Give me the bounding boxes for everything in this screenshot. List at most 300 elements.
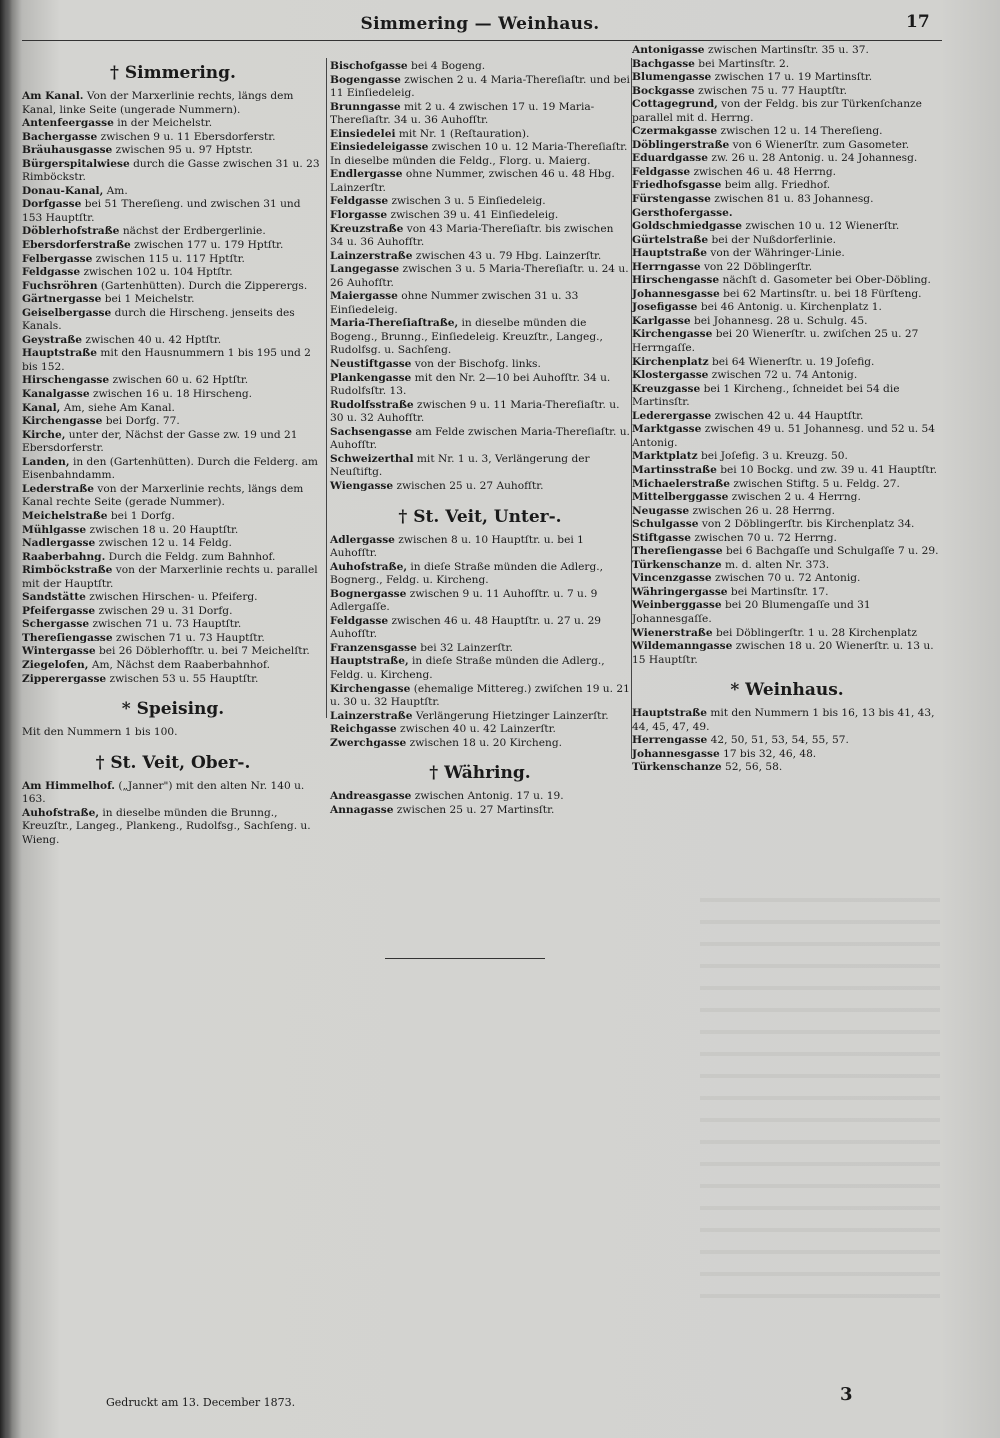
street-entry — [632, 734, 942, 748]
street-name: Kirchengasse — [330, 682, 411, 695]
street-location: bei Dorfg. 77. — [105, 415, 180, 428]
street-name: Feldgasse — [330, 614, 389, 627]
street-name: Goldschmiedgasse — [632, 220, 742, 233]
street-location: bei 10 Bockg. und zw. 39 u. 41 Hauptſtr. — [720, 463, 937, 476]
street-name: Am Kanal. — [22, 90, 84, 102]
street-name: Hirschengasse — [632, 274, 720, 287]
street-entry — [632, 139, 942, 153]
street-entry — [632, 491, 942, 505]
street-name: Gürtelstraße — [632, 233, 709, 246]
street-entry — [22, 225, 324, 239]
street-location: zwischen 72 u. 74 Antonig. — [711, 369, 858, 382]
street-name: Zwerchgasse — [330, 736, 407, 749]
street-location: durch die Gasse zwischen 31 u. 23 Rimböckstr. — [22, 157, 320, 184]
street-name: Nadlergasse — [22, 537, 96, 550]
street-name: Lainzerstraße — [330, 709, 413, 722]
street-entry — [632, 748, 942, 762]
street-entry — [632, 559, 942, 573]
street-name: Friedhofsgasse — [632, 179, 722, 192]
street-location: zwischen 10 u. 12 Maria-Thereſiaſtr. In dieselbe münden die Feldg., Florg. u. Maierg. — [330, 141, 628, 167]
street-location: zwischen 18 u. 20 Kircheng. — [409, 736, 562, 749]
running-head: Simmering — Weinhaus. — [360, 14, 600, 34]
street-name: Lederstraße — [22, 482, 95, 495]
street-location: bei 1 Dorfg. — [110, 509, 175, 522]
street-location: zwischen 70 u. 72 Herrng. — [694, 531, 837, 544]
street-entry — [632, 532, 942, 546]
street-location: Verlängerung Hietzinger Lainzerſtr. — [415, 709, 609, 722]
section-title: † Währing. — [429, 763, 531, 784]
street-name: Reichgasse — [330, 723, 397, 736]
street-location: Am. — [106, 184, 128, 197]
street-location: bei 4 Bogeng. — [411, 60, 486, 72]
street-entry — [22, 334, 324, 348]
street-location: zwischen 25 u. 27 Auhofſtr. — [396, 479, 544, 492]
street-entry — [22, 90, 324, 117]
street-name: Kirche, — [22, 428, 66, 441]
street-entry — [330, 683, 630, 710]
column-rule-1 — [326, 58, 327, 718]
street-location: von der Feldg. bis zur Türkenſchanze parallel mit d. Herrng. — [632, 98, 922, 124]
street-location: beim allg. Friedhof. — [724, 179, 831, 192]
street-name: Hauptstraße, — [330, 655, 409, 668]
street-location: bei Martinsſtr. 17. — [730, 585, 829, 598]
street-name: Herrngasse — [632, 260, 701, 273]
street-entry — [632, 478, 942, 492]
street-location: (ehemalige Mittereg.) zwiſchen 19 u. 21 u. 30 u. 32 Hauptſtr. — [330, 682, 630, 709]
street-name: Türkenschanze — [632, 761, 722, 774]
street-location: in den (Gartenhütten). Durch die Felderg. am Eisenbahndamm. — [22, 455, 318, 482]
street-location: zwischen 81 u. 83 Johannesg. — [714, 193, 874, 206]
street-location: zwischen 40 u. 42 Lainzerſtr. — [400, 723, 556, 736]
street-location: bei 20 Wienerſtr. u. zwiſchen 25 u. 27 Herrngaſſe. — [632, 328, 919, 355]
bleed-through — [700, 880, 940, 1300]
street-location: Von der Marxerlinie rechts, längs dem Kanal, linke Seite (ungerade Nummern). — [22, 90, 294, 116]
signature-mark: 3 — [840, 1384, 853, 1405]
street-name: Franzensgasse — [330, 641, 417, 654]
street-name: Blumengasse — [632, 71, 712, 84]
street-entry — [22, 429, 324, 456]
street-entry — [22, 456, 324, 483]
street-name: Maria-Thereſiaſtraße, — [330, 317, 459, 330]
street-entry — [22, 239, 324, 253]
street-entry — [22, 117, 324, 131]
street-name: Czermakgasse — [632, 125, 718, 138]
end-rule — [385, 958, 545, 959]
street-name: Adlergasse — [330, 533, 395, 546]
street-location: zwischen 9 u. 11 Auhofſtr. u. 7 u. 9 Adlergaſſe. — [330, 587, 598, 614]
street-location: bei Döblingerſtr. 1 u. 28 Kirchenplatz — [715, 626, 918, 639]
street-location: zwischen 12 u. 14 Thereſieng. — [720, 125, 883, 138]
street-entry — [330, 209, 630, 223]
street-name: Hauptstraße — [632, 247, 707, 260]
street-location: mit Nr. 1 u. 3, Verlängerung der Neuſtiftg. — [330, 452, 590, 479]
street-location: zwischen 25 u. 27 Martinsſtr. — [396, 803, 555, 816]
street-entry — [22, 307, 324, 334]
street-name: Hauptstraße — [22, 347, 97, 360]
street-entry — [22, 280, 324, 294]
street-location: zwischen 46 u. 48 Hauptſtr. u. 27 u. 29 Auhofſtr. — [330, 614, 602, 641]
street-name: Thereſiengasse — [632, 545, 723, 558]
street-entry — [632, 450, 942, 464]
street-location: unter der, Nächst der Gasse zw. 19 und 21 Ebersdorferstr. — [22, 428, 298, 455]
street-location: zwischen 16 u. 18 Hirscheng. — [92, 388, 253, 401]
street-name: Maiergasse — [330, 290, 398, 303]
street-name: Ebersdorferstraße — [22, 239, 131, 252]
street-entry — [632, 44, 942, 58]
street-location: in dieselbe münden die Bogeng., Brunng., Einſiedeleig. Kreuzſtr., Langeg., Rudolfsg. u. Sachſeng. — [330, 317, 603, 357]
street-entry — [330, 453, 630, 480]
street-name: Thereſiengasse — [22, 631, 113, 644]
street-entry — [330, 642, 630, 656]
street-location: zwischen 3 u. 5 Maria-Thereſiaſtr. u. 24 u. 26 Auhofſtr. — [330, 263, 629, 289]
street-location: 17 bis 32, 46, 48. — [723, 747, 817, 760]
street-entry — [632, 261, 942, 275]
street-entry — [22, 374, 324, 388]
street-name: Martinsstraße — [632, 463, 717, 476]
street-entry — [632, 220, 942, 234]
street-location: zwischen 8 u. 10 Hauptſtr. u. bei 1 Auhofſtr. — [330, 533, 584, 560]
street-entry — [632, 85, 942, 99]
street-name: Zipperergasse — [22, 672, 107, 685]
street-location: in dieſe Straße münden die Adlerg., Feldg. u. Kircheng. — [330, 655, 605, 681]
street-name: Florgasse — [330, 209, 388, 222]
street-entry — [22, 158, 324, 185]
street-location: mit den Nummern 1 bis 16, 13 bis 41, 43, 44, 45, 47, 49. — [632, 707, 935, 733]
street-name: Meichelstraße — [22, 509, 108, 522]
street-name: Neugasse — [632, 504, 690, 517]
street-name: Eduardgasse — [632, 152, 708, 165]
street-entry — [330, 250, 630, 264]
street-entry — [632, 193, 942, 207]
street-entry — [632, 586, 942, 600]
street-name: Türkenschanze — [632, 558, 722, 571]
street-location: zwischen 49 u. 51 Johannesg. und 52 u. 54 Antonig. — [632, 423, 935, 449]
street-name: Auhofstraße, — [330, 560, 408, 573]
street-location: bei 6 Bachgaſſe und Schulgaſſe 7 u. 29. — [726, 545, 939, 558]
street-location: Am, Nächst dem Raaberbahnhof. — [91, 658, 270, 671]
street-location: zwischen Stiftg. 5 u. Feldg. 27. — [733, 477, 900, 490]
street-entry — [22, 564, 324, 591]
street-location: zwischen 12 u. 14 Feldg. — [98, 537, 232, 550]
street-name: Mittelberggasse — [632, 491, 729, 504]
street-name: Johannesgasse — [632, 287, 720, 300]
street-location: durch die Hirscheng. jenseits des Kanals. — [22, 306, 295, 333]
street-entry — [632, 166, 942, 180]
street-name: Josefigasse — [632, 301, 698, 314]
street-name: Hauptstraße — [632, 707, 707, 720]
section-title: † Simmering. — [110, 63, 236, 83]
street-name: Einsiedelei — [330, 127, 396, 140]
street-entry — [632, 315, 942, 329]
street-name: Wienerstraße — [632, 626, 713, 639]
street-location: Durch die Feldg. zum Bahnhof. — [108, 550, 276, 563]
street-entry — [22, 293, 324, 307]
street-name: Landen, — [22, 455, 70, 468]
street-entry — [632, 410, 942, 424]
street-entry — [632, 152, 942, 166]
section-gap — [330, 494, 630, 502]
street-location: bei 32 Lainzerſtr. — [420, 641, 513, 654]
street-name: Lainzerstraße — [330, 249, 413, 262]
section-title: † St. Veit, Ober-. — [95, 752, 251, 773]
street-name: Antonigasse — [632, 44, 705, 56]
street-entry — [22, 388, 324, 402]
street-entry — [22, 524, 324, 538]
street-name: Bischofgasse — [330, 60, 408, 72]
street-location: Am, siehe Am Kanal. — [63, 401, 175, 414]
street-name: Einsiedeleigasse — [330, 141, 429, 154]
street-name: Gersthofergasse. — [632, 206, 733, 219]
street-location: zwischen Martinsſtr. 35 u. 37. — [707, 44, 869, 56]
street-location: zw. 26 u. 28 Antonig. u. 24 Johannesg. — [711, 152, 918, 165]
street-location: bei 62 Martinsſtr. u. bei 18 Fürſteng. — [723, 287, 922, 300]
street-name: Langegasse — [330, 263, 400, 276]
street-entry — [632, 207, 942, 221]
street-entry — [330, 128, 630, 142]
street-location: zwischen 71 u. 73 Hauptſtr. — [92, 618, 242, 631]
street-name: Mühlgasse — [22, 523, 87, 536]
street-entry — [330, 588, 630, 615]
street-location: zwischen 102 u. 104 Hptſtr. — [83, 266, 233, 279]
street-name: Dorfgasse — [22, 198, 82, 211]
street-entry — [330, 399, 630, 426]
street-location: nächst der Erdbergerlinie. — [122, 225, 266, 238]
street-entry — [330, 60, 630, 74]
street-name: Hirschengasse — [22, 374, 110, 387]
street-name: Felbergasse — [22, 252, 93, 265]
street-name: Bockgasse — [632, 84, 695, 97]
street-location: bei Martinsſtr. 2. — [698, 57, 790, 70]
section-title: * Weinhaus. — [730, 680, 844, 701]
section-gap — [330, 750, 630, 758]
street-entry — [22, 253, 324, 267]
street-location: von 2 Döblingerſtr. bis Kirchenplatz 34. — [701, 518, 915, 531]
street-name: Plankengasse — [330, 371, 412, 384]
street-name: Feldgasse — [22, 266, 81, 279]
street-location: von 6 Wienerſtr. zum Gasometer. — [732, 138, 910, 151]
street-entry — [632, 518, 942, 532]
street-name: Schulgasse — [632, 518, 699, 531]
street-location: ohne Nummer zwischen 31 u. 33 Einſiedeleig. — [330, 290, 579, 316]
street-location: in der Meichelstr. — [117, 117, 213, 130]
street-entry — [632, 274, 942, 288]
street-name: Kanalgasse — [22, 388, 90, 401]
street-entry — [330, 372, 630, 399]
street-location: von 43 Maria-Thereſiaſtr. bis zwischen 34 u. 36 Auhofſtr. — [330, 222, 614, 249]
street-entry — [330, 195, 630, 209]
street-entry — [330, 723, 630, 737]
binding-shadow — [0, 0, 12, 1438]
street-location: bei 64 Wienerſtr. u. 19 Joſefig. — [712, 355, 875, 368]
street-entry — [632, 328, 942, 355]
column-1 — [22, 58, 324, 847]
street-entry — [632, 761, 942, 775]
street-entry — [330, 358, 630, 372]
street-name: Wiengasse — [330, 479, 394, 492]
section-title: * Speising. — [121, 699, 225, 720]
street-entry — [22, 605, 324, 619]
street-name: Bräuhausgasse — [22, 144, 113, 157]
street-location: zwischen 10 u. 12 Wienerſtr. — [745, 220, 900, 233]
street-entry — [330, 74, 630, 101]
street-location: von 22 Döblingerſtr. — [703, 260, 813, 273]
street-name: Neustiftgasse — [330, 358, 412, 371]
street-entry — [330, 168, 630, 195]
street-location: zwischen 95 u. 97 Hptstr. — [115, 144, 253, 157]
street-name: Antenfeergasse — [22, 117, 114, 130]
street-name: Cottagegrund, — [632, 98, 718, 111]
street-location: zwischen 42 u. 44 Hauptſtr. — [714, 409, 864, 422]
street-entry — [632, 599, 942, 626]
street-name: Karlgasse — [632, 314, 691, 327]
street-location: (Gartenhütten). Durch die Zipperergs. — [100, 279, 308, 292]
street-entry — [330, 655, 630, 682]
street-entry — [22, 632, 324, 646]
street-location: zwischen 177 u. 179 Hptſtr. — [134, 239, 284, 252]
street-entry — [22, 659, 324, 673]
street-location: am Felde zwischen Maria-Thereſiaſtr. u. Auhofſtr. — [330, 425, 630, 452]
street-entry — [632, 627, 942, 641]
street-entry — [632, 423, 942, 450]
street-location: 42, 50, 51, 53, 54, 55, 57. — [710, 734, 849, 747]
street-location: zwischen 39 u. 41 Einſiedeleig. — [390, 209, 559, 222]
street-name: Herrengasse — [632, 734, 708, 747]
street-entry — [632, 369, 942, 383]
street-name: Andreasgasse — [330, 790, 412, 803]
street-entry — [330, 804, 630, 818]
street-name: Sandstätte — [22, 591, 86, 604]
street-name: Pfeifergasse — [22, 604, 96, 617]
street-name: Währingergasse — [632, 585, 728, 598]
street-name: Am Himmelhof. — [22, 779, 115, 792]
street-entry — [330, 290, 630, 317]
street-location: 52, 56, 58. — [724, 761, 783, 774]
street-name: Raaberbahng. — [22, 550, 106, 563]
street-location: bei der Nußdorferlinie. — [711, 233, 837, 246]
street-entry — [22, 645, 324, 659]
street-name: Johannesgasse — [632, 747, 720, 760]
street-location: zwischen 2 u. 4 Herrng. — [731, 491, 861, 504]
street-name: Bachgasse — [632, 57, 695, 70]
street-entry — [632, 572, 942, 586]
street-entry — [330, 534, 630, 561]
street-entry — [330, 317, 630, 358]
street-entry — [632, 707, 942, 734]
street-location: zwischen 71 u. 73 Hauptſtr. — [116, 631, 265, 644]
street-location: in dieſe Straße münden die Adlerg., Bognerg., Feldg. u. Kircheng. — [330, 560, 603, 587]
street-name: Döblingerstraße — [632, 138, 730, 151]
street-name: Kreuzgasse — [632, 382, 701, 395]
street-name: Sachsengasse — [330, 425, 413, 438]
street-location: von der Marxerlinie rechts u. parallel mit der Hauptſtr. — [22, 564, 318, 590]
street-name: Bogengasse — [330, 73, 401, 86]
street-entry — [632, 464, 942, 478]
street-name: Kirchenplatz — [632, 355, 709, 368]
street-location: m. d. alten Nr. 373. — [724, 558, 830, 571]
street-location: zwischen 46 u. 48 Herrng. — [693, 165, 836, 178]
street-entry — [330, 737, 630, 751]
street-location: mit 2 u. 4 zwischen 17 u. 19 Maria-Thereſiaſtr. 34 u. 36 Auhofſtr. — [330, 100, 595, 127]
street-name: Feldgasse — [330, 195, 389, 208]
street-entry — [22, 591, 324, 605]
street-entry — [330, 263, 630, 290]
street-location: zwischen 18 u. 20 Wienerſtr. u. 13 u. 15 Hauptſtr. — [632, 640, 934, 666]
street-entry — [22, 198, 324, 225]
street-entry — [22, 673, 324, 687]
street-location: von der Währinger-Linie. — [710, 247, 845, 260]
column-2 — [330, 60, 630, 817]
street-entry — [330, 561, 630, 588]
page-number: 17 — [906, 12, 930, 32]
street-entry — [632, 505, 942, 519]
street-name: Kirchengasse — [632, 328, 713, 341]
street-location: zwischen 115 u. 117 Hptſtr. — [95, 252, 245, 265]
street-location: zwischen 53 u. 55 Hauptſtr. — [109, 672, 259, 685]
street-location: zwischen 26 u. 28 Herrng. — [692, 504, 836, 517]
street-name: Wildemanngasse — [632, 640, 733, 653]
street-location: zwischen Hirschen- u. Pfeiferg. — [89, 591, 258, 604]
street-name: Auhofstraße, — [22, 806, 100, 819]
street-name: Kreuzstraße — [330, 222, 404, 235]
street-name: Vincenzgasse — [632, 572, 712, 585]
street-location: zwischen 3 u. 5 Einſiedeleig. — [391, 195, 546, 208]
street-name: Rimböckstraße — [22, 564, 113, 577]
street-name: Kirchengasse — [22, 415, 103, 428]
street-entry — [22, 807, 324, 848]
street-entry — [632, 234, 942, 248]
street-entry — [22, 402, 324, 416]
section-gap — [22, 740, 324, 748]
street-entry — [632, 125, 942, 139]
street-name: Bachergasse — [22, 130, 98, 143]
header-rule — [22, 40, 942, 41]
section-gap — [632, 667, 942, 675]
street-entry — [22, 347, 324, 374]
street-entry — [330, 790, 630, 804]
street-name: Schweizerthal — [330, 452, 414, 465]
street-entry — [632, 383, 942, 410]
street-location: zwischen 17 u. 19 Martinsſtr. — [714, 71, 873, 84]
street-location: bei 51 Thereſieng. und zwischen 31 und 153 Hauptſtr. — [22, 198, 301, 224]
street-entry — [22, 144, 324, 158]
street-name: Döblerhofstraße — [22, 225, 120, 238]
street-location: zwischen 40 u. 42 Hptſtr. — [85, 333, 222, 346]
street-entry — [330, 710, 630, 724]
street-name: Geiselbergasse — [22, 306, 112, 319]
street-location: von der Bischofg. links. — [414, 358, 541, 371]
street-entry — [632, 179, 942, 193]
street-location: zwischen 43 u. 79 Hbg. Lainzerſtr. — [415, 249, 602, 262]
street-name: Weinberggasse — [632, 599, 722, 612]
street-name: Fuchsröhren — [22, 279, 98, 292]
street-entry — [22, 780, 324, 807]
street-entry — [632, 288, 942, 302]
street-entry — [330, 101, 630, 128]
street-location: zwischen Antonig. 17 u. 19. — [414, 790, 564, 803]
street-name: Klostergasse — [632, 369, 709, 382]
street-entry — [330, 480, 630, 494]
street-name: Geystraße — [22, 333, 83, 346]
section-gap — [22, 686, 324, 694]
street-name: Donau-Kanal, — [22, 184, 104, 197]
street-entry — [22, 415, 324, 429]
street-entry — [22, 266, 324, 280]
street-location: ohne Nummer, zwischen 46 u. 48 Hbg. Lainzerſtr. — [330, 168, 615, 194]
street-location: zwischen 9 u. 11 Ebersdorferstr. — [100, 130, 276, 143]
street-location: zwischen 60 u. 62 Hptſtr. — [112, 374, 249, 387]
street-entry — [22, 618, 324, 632]
street-location: bei 20 Blumengaſſe und 31 Johannesgaſſe. — [632, 599, 871, 625]
